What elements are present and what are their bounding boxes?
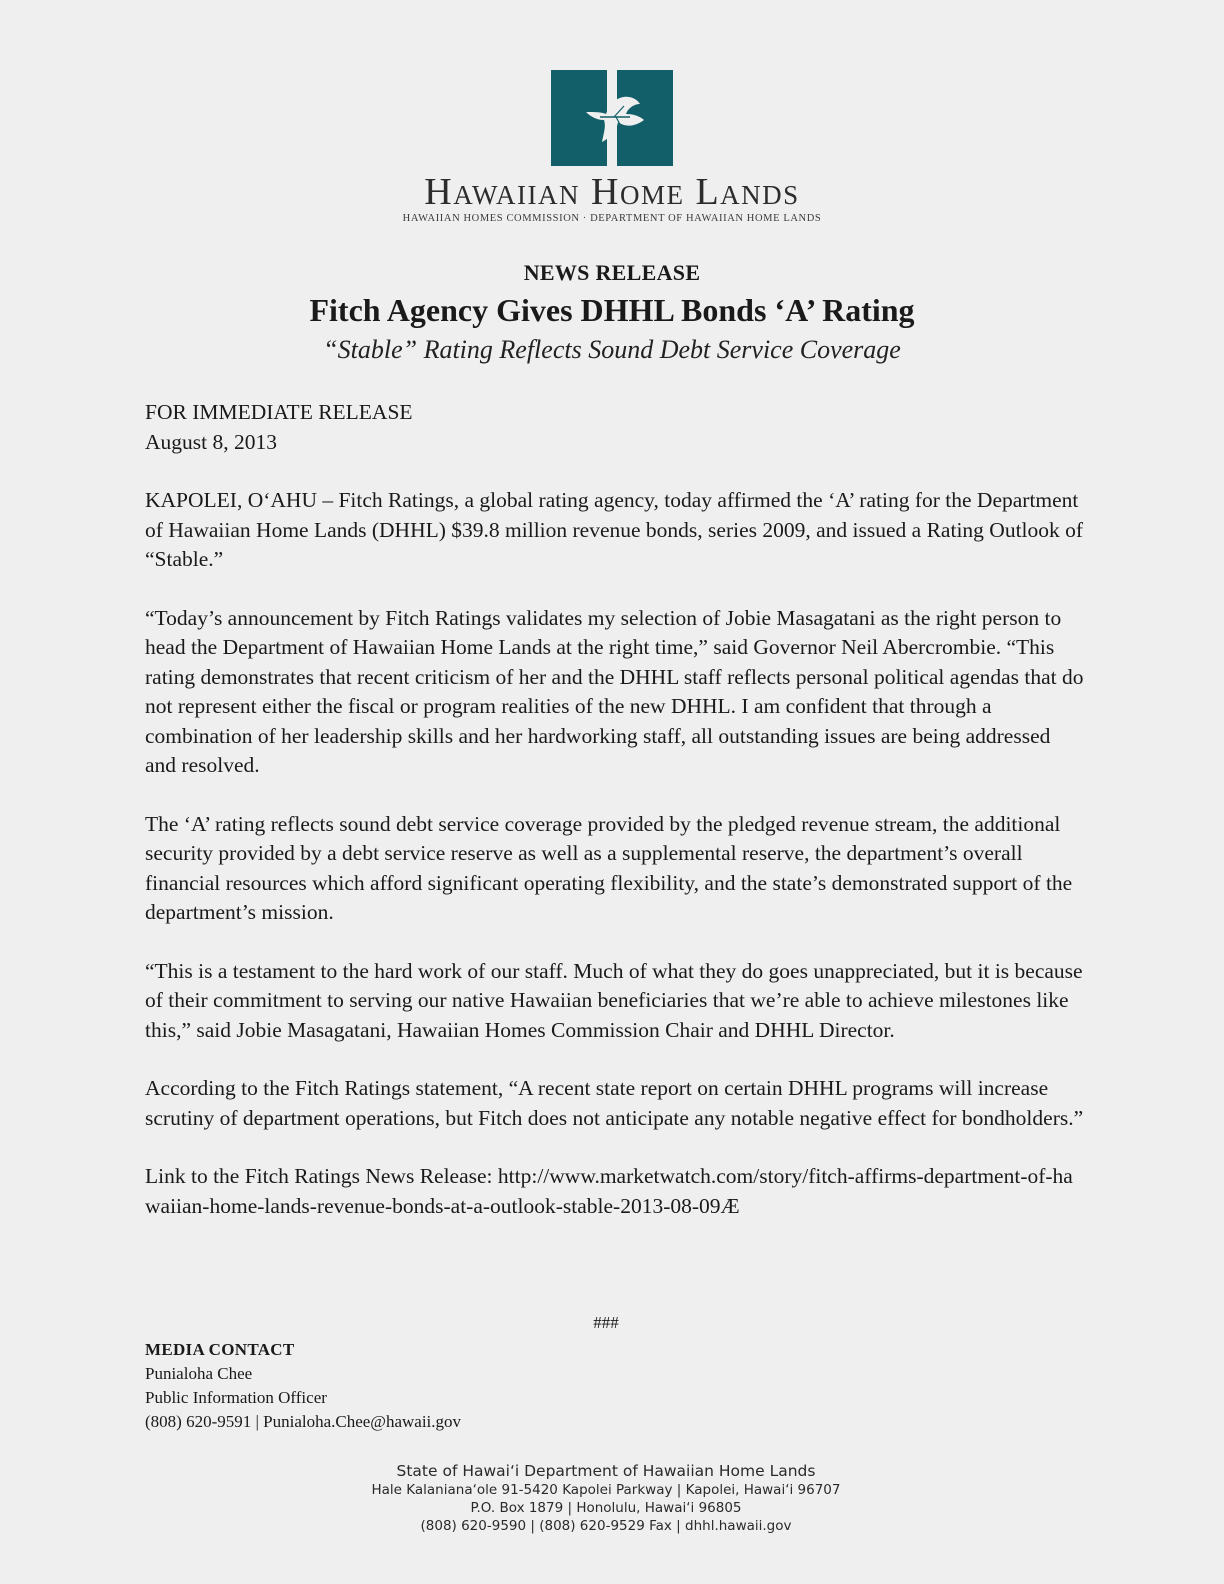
- footer-agency: State of Hawai‘i Department of Hawaiian Home Lands: [396, 1462, 816, 1480]
- release-body: [145, 398, 1085, 1250]
- fitch-release-link[interactable]: http://www.marketwatch.com/story/fitch-affirms-department-of-hawaiian-home-lands-revenue-bonds-at-a-outlook-stable-2013-08-09Æ: [145, 1164, 1073, 1218]
- media-contact-title: MEDIA CONTACT: [145, 1340, 295, 1359]
- subheadline: “Stable” Rating Reflects Sound Debt Service Coverage: [323, 335, 901, 364]
- footer-street-address: Hale Kalaniana‘ole 91-5420 Kapolei Parkway | Kapolei, Hawai‘i 96707: [371, 1482, 841, 1498]
- headline: Fitch Agency Gives DHHL Bonds ‘A’ Rating: [309, 292, 915, 328]
- body-paragraph-3: The ‘A’ rating reflects sound debt service coverage provided by the pledged revenue stream, the additional security provided by a debt service reserve as well as a supplemental reserve, the department’s overall financial resources which afford significant operating flexibility, and the state’s demonstrated support of the department’s mission.: [145, 811, 1073, 924]
- logo-block: [0, 70, 1224, 224]
- release-label: FOR IMMEDIATE RELEASE: [145, 400, 413, 424]
- body-paragraph-1: KAPOLEI, O‘AHU – Fitch Ratings, a global rating agency, today affirmed the ‘A’ rating for the Department of Hawaiian Home Lands (DHHL) $39.8 million revenue bonds, series 2009, and issued a Rating Outlook of “Stable.”: [145, 488, 1084, 571]
- link-paragraph: [145, 1162, 1085, 1221]
- end-mark: ###: [593, 1313, 619, 1332]
- footer-phone-web[interactable]: (808) 620-9590 | (808) 620-9529 Fax | dhhl.hawaii.gov: [420, 1518, 792, 1534]
- body-paragraph-4: “This is a testament to the hard work of our staff. Much of what they do goes unappreciated, but it is because of their commitment to serving our native Hawaiian beneficiaries that we’re able to achieve milestones like this,” said Jobie Masagatani, Hawaiian Homes Commission Chair and DHHL Director.: [145, 958, 1083, 1042]
- release-date: August 8, 2013: [145, 429, 277, 454]
- media-contact: [145, 1338, 461, 1434]
- logo-subtitle: HAWAIIAN HOMES COMMISSION · DEPARTMENT OF HAWAIIAN HOME LANDS: [402, 213, 822, 224]
- link-label: Link to the Fitch Ratings News Release:: [145, 1164, 493, 1188]
- body-paragraph-2: “Today’s announcement by Fitch Ratings validates my selection of Jobie Masagatani as the right person to head the Department of Hawaiian Home Lands at the right time,” said Governor Neil Abercrombie. “This rating demonstrates that recent criticism of her and the DHHL staff reflects personal political agendas that do not represent either the fiscal or program realities of the new DHHL. I am confident that through a combination of her leadership skills and her hardworking staff, all outstanding issues are being addressed and resolved.: [145, 605, 1084, 777]
- media-contact-phone-email[interactable]: (808) 620-9591 | Punialoha.Chee@hawaii.gov: [145, 1412, 462, 1431]
- release-dateline: [145, 398, 1085, 457]
- leaf-logo-icon: [551, 70, 673, 166]
- logo-wordmark: Hawaiian Home Lands: [424, 171, 800, 213]
- body-paragraph-5: According to the Fitch Ratings statement, “A recent state report on certain DHHL programs will increase scrutiny of department operations, but Fitch does not anticipate any notable negative effect for bondholders.”: [145, 1076, 1084, 1130]
- footer-po-box: P.O. Box 1879 | Honolulu, Hawai‘i 96805: [470, 1500, 742, 1516]
- media-contact-role: Public Information Officer: [145, 1388, 327, 1407]
- letterhead-footer: [0, 1461, 1212, 1535]
- media-contact-name: Punialoha Chee: [145, 1364, 253, 1383]
- news-release-kicker: NEWS RELEASE: [523, 260, 701, 285]
